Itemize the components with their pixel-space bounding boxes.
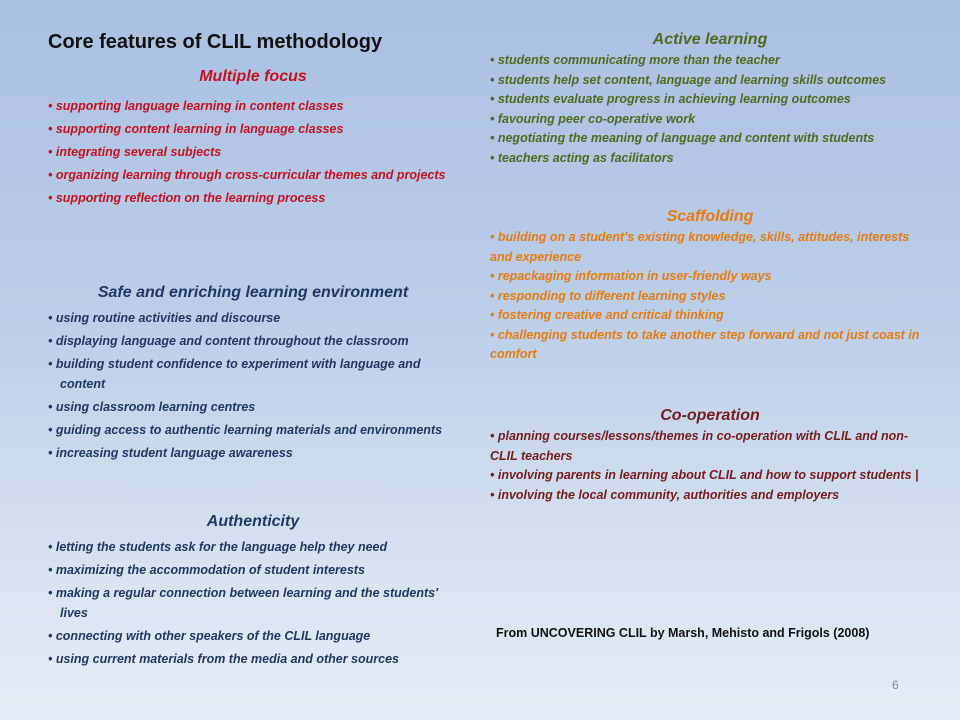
list-item: • fostering creative and critical thinking: [490, 308, 724, 322]
list-item: • making a regular connection between learning and the students' lives: [48, 586, 439, 620]
list-item: • letting the students ask for the language help they need: [48, 540, 388, 554]
list-item: • connecting with other speakers of the CLIL language: [48, 629, 371, 643]
authenticity-section: [48, 513, 458, 672]
list-item: • involving the local community, authorities and employers: [490, 487, 840, 502]
list-item: • involving parents in learning about CLIL and how to support students |: [490, 468, 919, 482]
safe-environment-section: [48, 284, 458, 466]
list-item: • building student confidence to experiment with language and content: [48, 357, 421, 391]
authenticity-heading: Authenticity: [206, 513, 300, 530]
list-item: • using routine activities and discourse: [48, 311, 281, 325]
list-item: • negotiating the meaning of language and content with students: [490, 131, 875, 145]
list-item: • organizing learning through cross-curricular themes and projects: [48, 168, 446, 182]
list-item: • repackaging information in user-friendly ways: [490, 269, 772, 283]
list-item: • challenging students to take another step forward and not just coast in comfort: [490, 327, 920, 361]
list-item: • maximizing the accommodation of student interests: [48, 563, 365, 577]
list-item: • teachers acting as facilitators: [490, 150, 674, 165]
list-item: • displaying language and content throughout the classroom: [48, 334, 409, 348]
active-learning-section: [490, 31, 930, 168]
list-item: • supporting content learning in language classes: [48, 122, 344, 136]
list-item: • favouring peer co-operative work: [490, 111, 696, 126]
safe-environment-heading: Safe and enriching learning environment: [97, 284, 409, 301]
list-item: • using classroom learning centres: [48, 400, 256, 414]
scaffolding-heading: Scaffolding: [666, 208, 754, 225]
source-citation: From UNCOVERING CLIL by Marsh, Mehisto and Frigols (2008): [496, 626, 870, 640]
list-item: • planning courses/lessons/themes in co-operation with CLIL and non-CLIL teachers: [490, 429, 909, 463]
list-item: • students evaluate progress in achieving learning outcomes: [490, 92, 851, 106]
list-item: • integrating several subjects: [48, 145, 222, 159]
list-item: • guiding access to authentic learning materials and environments: [48, 423, 443, 437]
list-item: • using current materials from the media and other sources: [48, 652, 399, 666]
list-item: • students help set content, language and learning skills outcomes: [490, 72, 887, 87]
page-number: 6: [892, 678, 899, 692]
multiple-focus-heading: Multiple focus: [199, 68, 307, 85]
list-item: • responding to different learning styles: [490, 288, 726, 303]
cooperation-heading: Co-operation: [660, 407, 760, 424]
scaffolding-section: [490, 208, 930, 365]
cooperation-section: [490, 407, 930, 505]
list-item: • students communicating more than the teacher: [490, 53, 780, 67]
list-item: • increasing student language awareness: [48, 446, 293, 460]
multiple-focus-section: [48, 68, 458, 211]
list-item: • supporting reflection on the learning process: [48, 191, 326, 205]
list-item: • building on a student's existing knowledge, skills, attitudes, interests and experience: [490, 230, 910, 264]
slide-title: Core features of CLIL methodology: [48, 31, 383, 53]
active-learning-heading: Active learning: [652, 31, 768, 48]
list-item: • supporting language learning in content classes: [48, 99, 344, 113]
